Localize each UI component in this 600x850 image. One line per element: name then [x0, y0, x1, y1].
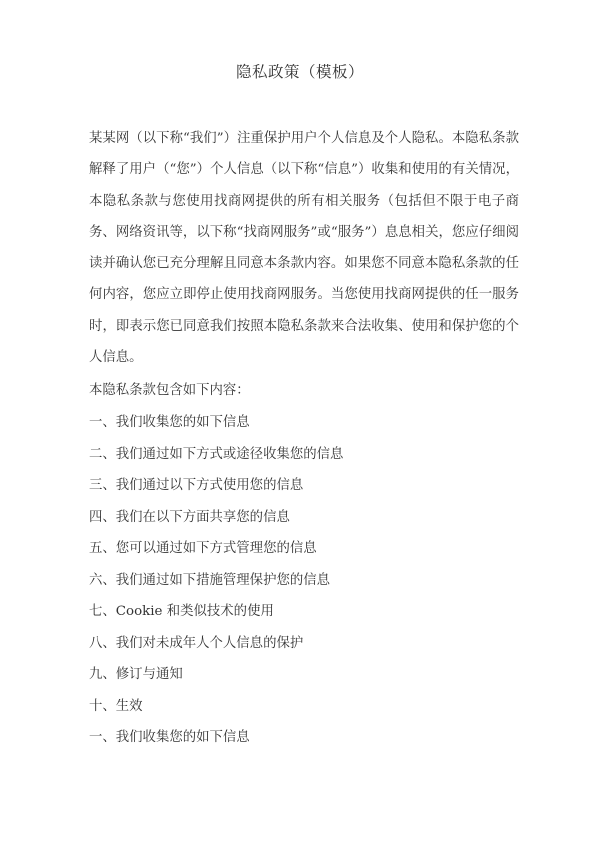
- toc-item: 七、Cookie 和类似技术的使用: [89, 604, 274, 619]
- toc-item: 五、您可以通过如下方式管理您的信息: [89, 541, 317, 556]
- table-of-contents: [89, 407, 519, 722]
- document-title: 隐私政策（模板）: [235, 63, 364, 81]
- contents-label: 本隐私条款包含如下内容：: [89, 383, 250, 398]
- intro-paragraph: 某某网（以下称“我们”）注重保护用户个人信息及个人隐私。本隐私条款解释了用户（“您”）个人信息（以下称“信息”）收集和使用的有关情况，本隐私条款与您使用找商网提供的所有相关服务（包括但不限于电子商务、网络资讯等，以下称“找商网服务”或“服务”）息息相关，您应仔细阅读并确认您已充分理解且同意本条款内容。如果您不同意本隐私条款的任何内容，您应立即停止使用找商网服务。当您使用找商网提供的任一服务时，即表示您已同意我们按照本隐私条款来合法收集、使用和保护您的个人信息。: [89, 131, 519, 366]
- toc-item: 一、我们收集您的如下信息: [89, 415, 250, 430]
- toc-item: 三、我们通过以下方式使用您的信息: [89, 478, 304, 493]
- toc-item: 二、我们通过如下方式或途径收集您的信息: [89, 446, 344, 462]
- toc-item: 八、我们对未成年人个人信息的保护: [89, 635, 304, 651]
- toc-item: 四、我们在以下方面共享您的信息: [89, 509, 290, 525]
- toc-item: 十、生效: [89, 698, 143, 714]
- toc-item: 六、我们通过如下措施管理保护您的信息: [89, 572, 331, 588]
- toc-item: 九、修订与通知: [89, 667, 183, 682]
- section-heading: 一、我们收集您的如下信息: [89, 730, 250, 745]
